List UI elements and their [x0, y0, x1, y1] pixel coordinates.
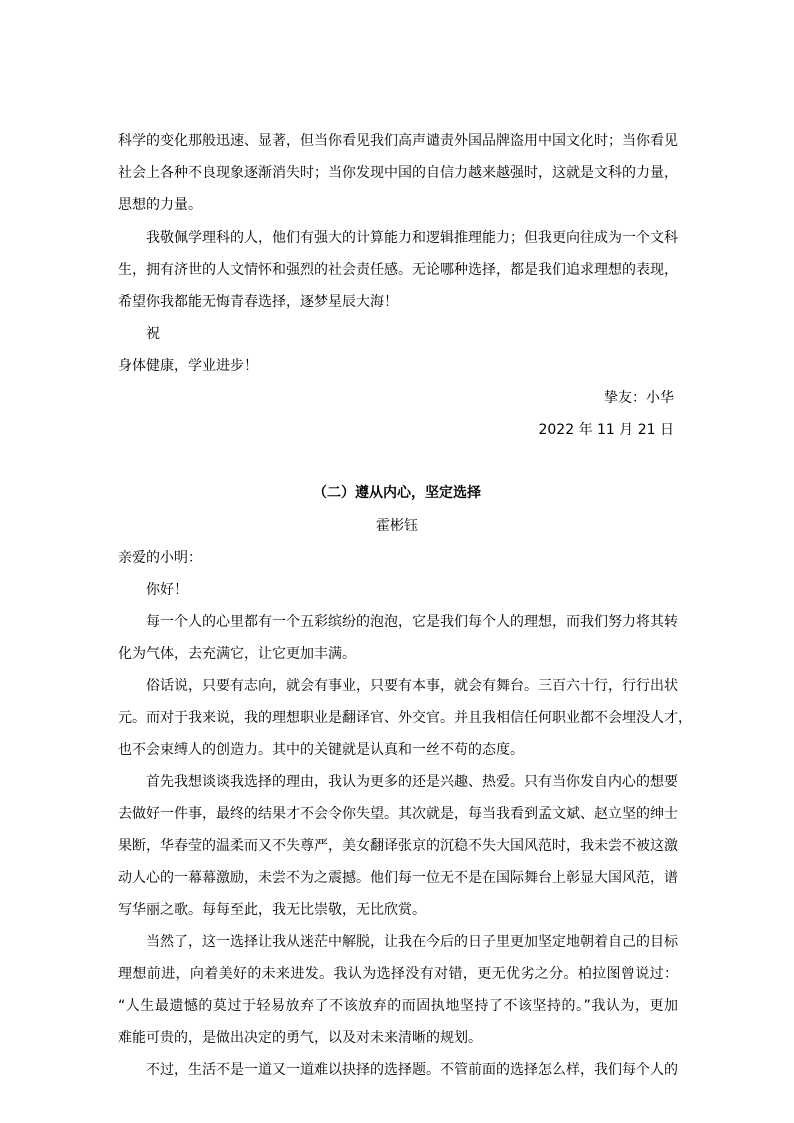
paragraph-line: “人生最遗憾的莫过于轻易放弃了不该放弃的而固执地坚持了不该坚持的。”我认为，更加 — [118, 998, 678, 1014]
letter-date: 2022 年 11 月 21 日 — [538, 422, 674, 438]
closing-blessing: 身体健康，学业进步！ — [118, 358, 258, 374]
paragraph-line: 也不会束缚人的创造力。其中的关键就是认真和一丝不苟的态度。 — [118, 742, 524, 758]
paragraph-line: 动人心的一幕幕激励，未尝不为之震撼。他们每一位无不是在国际舞台上彰显大国风范，谱 — [118, 870, 678, 886]
paragraph-line: 社会上各种不良现象逐渐消失时；当你发现中国的自信力越来越强时，这就是文科的力量， — [118, 165, 678, 181]
paragraph-line: 写华丽之歌。每每至此，我无比崇敬，无比欣赏。 — [118, 902, 426, 918]
paragraph-line: 科学的变化那般迅速、显著，但当你看见我们高声谴责外国品牌盗用中国文化时；当你看见 — [118, 133, 678, 149]
paragraph-line: 去做好一件事，最终的结果才不会令你失望。其次就是，每当我看到孟文斌、赵立坚的绅士 — [118, 806, 678, 822]
paragraph-line: 希望你我都能无悔青春选择，逐梦星辰大海！ — [118, 294, 398, 310]
paragraph-line: 当然了，这一选择让我从迷茫中解脱，让我在今后的日子里更加坚定地朝着自己的目标 — [146, 934, 678, 950]
paragraph-line: 化为气体，去充满它，让它更加丰满。 — [118, 646, 356, 662]
author-name: 霍彬钰 — [376, 518, 418, 534]
greeting: 你好！ — [146, 582, 188, 598]
closing-wish: 祝 — [146, 326, 160, 342]
paragraph-line: 每一个人的心里都有一个五彩缤纷的泡泡，它是我们每个人的理想，而我们努力将其转 — [146, 614, 678, 630]
salutation: 亲爱的小明： — [118, 550, 202, 566]
paragraph-line: 不过，生活不是一道又一道难以抉择的选择题。不管前面的选择怎么样，我们每个人的 — [146, 1062, 678, 1078]
paragraph-line: 首先我想谈谈我选择的理由，我认为更多的还是兴趣、热爱。只有当你发自内心的想要 — [146, 774, 678, 790]
paragraph-line: 思想的力量。 — [118, 197, 202, 213]
signature: 挚友：小华 — [604, 390, 674, 406]
paragraph-line: 难能可贵的，是做出决定的勇气，以及对未来清晰的规划。 — [118, 1030, 482, 1046]
paragraph-line: 果断，华春莹的温柔而又不失尊严，美女翻译张京的沉稳不失大国风范时，我未尝不被这激 — [118, 838, 678, 854]
essay-title: （二）遵从内心，坚定选择 — [313, 485, 481, 501]
paragraph-line: 理想前进，向着美好的未来进发。我认为选择没有对错，更无优劣之分。柏拉图曾说过： — [118, 966, 678, 982]
paragraph-line: 元。而对于我来说，我的理想职业是翻译官、外交官。并且我相信任何职业都不会埋没人才， — [118, 710, 692, 726]
paragraph-line: 我敬佩学理科的人，他们有强大的计算能力和逻辑推理能力；但我更向往成为一个文科 — [146, 230, 678, 246]
paragraph-line: 俗话说，只要有志向，就会有事业，只要有本事，就会有舞台。三百六十行，行行出状 — [146, 678, 678, 694]
paragraph-line: 生，拥有济世的人文情怀和强烈的社会责任感。无论哪种选择，都是我们追求理想的表现， — [118, 262, 678, 278]
